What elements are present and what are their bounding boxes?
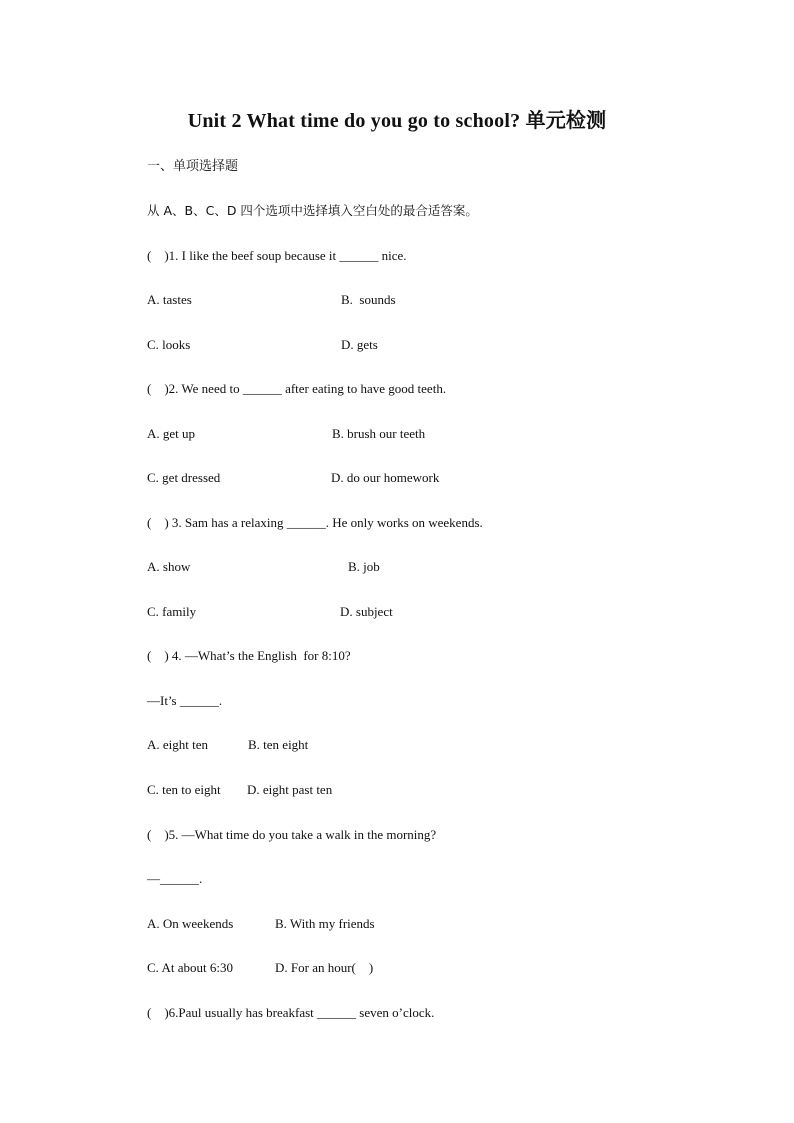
question-5-option-d: D. For an hour( )	[275, 960, 374, 975]
question-2-stem: ( )2. We need to ______ after eating to have good teeth.	[147, 381, 447, 396]
question-2-option-b: B. brush our teeth	[332, 426, 426, 441]
question-4-answer-line: —It’s ______.	[147, 693, 223, 708]
question-5-option-c: C. At about 6:30	[147, 960, 233, 975]
question-4-option-c: C. ten to eight	[147, 782, 221, 797]
question-1-stem: ( )1. I like the beef soup because it ______ nice.	[147, 248, 407, 263]
question-3-option-a: A. show	[147, 559, 191, 574]
question-3-option-d: D. subject	[340, 604, 393, 619]
question-4-option-b: B. ten eight	[248, 737, 309, 752]
instruction-text: 从 A、B、C、D 四个选项中选择填入空白处的最合适答案。	[147, 203, 478, 218]
question-5-option-a: A. On weekends	[147, 916, 234, 931]
question-3-stem: ( ) 3. Sam has a relaxing ______. He only works on weekends.	[147, 515, 483, 530]
question-5-option-b: B. With my friends	[275, 916, 375, 931]
question-4-option-a: A. eight ten	[147, 737, 209, 752]
question-5-stem: ( )5. —What time do you take a walk in the morning?	[147, 827, 437, 842]
question-4-stem: ( ) 4. —What’s the English for 8:10?	[147, 648, 351, 663]
question-1-option-c: C. looks	[147, 337, 191, 352]
question-2-option-a: A. get up	[147, 426, 196, 441]
question-6-stem: ( )6.Paul usually has breakfast ______ seven o’clock.	[147, 1005, 435, 1020]
question-1-option-d: D. gets	[341, 337, 378, 352]
page-title: Unit 2 What time do you go to school? 单元检测	[187, 110, 607, 132]
question-2-option-c: C. get dressed	[147, 470, 221, 485]
question-1-option-a: A. tastes	[147, 292, 192, 307]
question-2-option-d: D. do our homework	[331, 470, 440, 485]
section-heading: 一、单项选择题	[147, 159, 239, 174]
question-1-option-b: B. sounds	[341, 292, 396, 307]
question-5-answer-line: —______.	[147, 871, 203, 886]
question-3-option-b: B. job	[348, 559, 380, 574]
question-3-option-c: C. family	[147, 604, 197, 619]
question-4-option-d: D. eight past ten	[247, 782, 333, 797]
